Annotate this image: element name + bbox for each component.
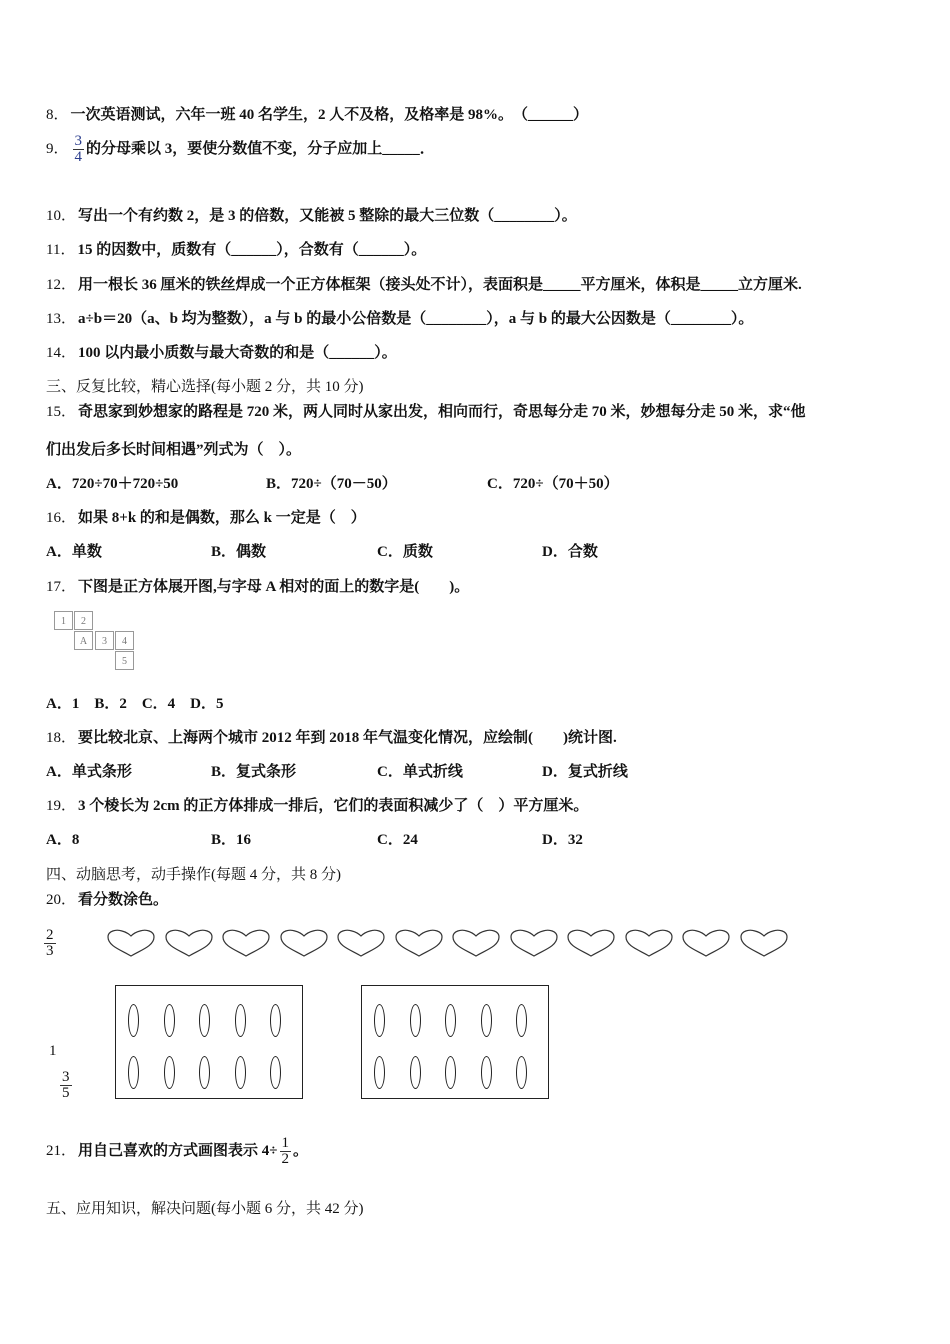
numerator: 1 (281, 1135, 289, 1151)
q-num: 18． (46, 730, 77, 746)
net-face: 3 (95, 631, 114, 650)
fraction (73, 134, 85, 165)
q-num: 20． (46, 892, 77, 908)
option-a: A．8 (46, 832, 80, 848)
denominator: 5 (62, 1085, 70, 1101)
ovals-box-2 (361, 985, 549, 1099)
q-text: 一次英语测试，六年一班 40 名学生，2 人不及格，及格率是 98%。 （______） (70, 107, 589, 123)
option-d: D．32 (542, 832, 583, 848)
q-text: 写出一个有约数 2，是 3 的倍数，又能被 5 整除的最大三位数（________）。 (78, 208, 577, 224)
denominator: 4 (74, 149, 83, 165)
heart-shape (509, 928, 559, 958)
question-12 (46, 273, 802, 294)
net-face: 2 (74, 611, 93, 630)
question-15 (46, 400, 806, 421)
question-18 (46, 726, 617, 747)
question-13 (46, 307, 753, 328)
net-face: 5 (115, 651, 134, 670)
q-text: 的分母乘以 3，要使分数值不变，分子应加上_____． (86, 140, 435, 157)
heart-shape (106, 928, 156, 958)
heart-shape (451, 928, 501, 958)
q-num: 9． (46, 140, 69, 157)
option-a: A．单式条形 (46, 764, 132, 780)
q-num: 16． (46, 510, 77, 526)
heart-shape (279, 928, 329, 958)
net-face: 4 (115, 631, 134, 650)
oval-shape (410, 1056, 421, 1089)
options: A．1 B．2 C．4 D．5 (46, 696, 224, 712)
option-c: C．单式折线 (377, 764, 463, 780)
heart-shape (164, 928, 214, 958)
net-face: 1 (54, 611, 73, 630)
oval-shape (516, 1056, 527, 1089)
option-a: A．720÷70＋720÷50 (46, 476, 179, 492)
question-11 (46, 238, 426, 259)
question-20 (46, 888, 168, 909)
heart-shape (739, 928, 789, 958)
oval-shape (164, 1004, 175, 1037)
q-text: 奇思家到妙想家的路程是 720 米，两人同时从家出发，相向而行，奇思每分走 70 米，妙想每分走 50 米，求“他 (78, 404, 806, 420)
oval-shape (410, 1004, 421, 1037)
oval-shape (199, 1056, 210, 1089)
q-num: 15． (46, 404, 77, 420)
oval-shape (128, 1056, 139, 1089)
section-3-heading: 三、反复比较，精心选择(每小题 2 分，共 10 分) (46, 379, 364, 395)
option-b: B．复式条形 (211, 764, 297, 780)
heart-shape (566, 928, 616, 958)
q-num: 11． (46, 242, 76, 258)
oval-shape (481, 1004, 492, 1037)
q-text-end: 。 (293, 1142, 309, 1159)
denominator: 3 (46, 943, 54, 959)
oval-shape (199, 1004, 210, 1037)
option-c: C．720÷（70＋50） (487, 476, 619, 492)
oval-shape (270, 1004, 281, 1037)
oval-shape (235, 1056, 246, 1089)
net-face: A (74, 631, 93, 650)
fraction-3-5 (60, 1070, 72, 1101)
q-text: 15 的因数中，质数有（______），合数有（______）。 (77, 242, 427, 258)
q-num: 14． (46, 345, 77, 361)
oval-shape (374, 1056, 385, 1089)
q-text: 用自己喜欢的方式画图表示 4÷ (78, 1142, 278, 1159)
option-b: B．720÷（70－50） (266, 476, 397, 492)
denominator: 2 (281, 1151, 289, 1167)
oval-shape (374, 1004, 385, 1037)
q-num: 21． (46, 1142, 77, 1159)
fraction-1-2 (280, 1136, 292, 1167)
heart-shape (221, 928, 271, 958)
question-14 (46, 341, 397, 362)
q-num: 19． (46, 798, 77, 814)
question-16 (46, 506, 366, 527)
question-15-cont: 们出发后多长时间相遇”列式为（ ）。 (46, 442, 302, 458)
numerator: 2 (46, 927, 54, 943)
option-b: B．16 (211, 832, 252, 848)
oval-shape (270, 1056, 281, 1089)
fraction-2-3 (44, 928, 56, 959)
numerator: 3 (62, 1069, 70, 1085)
heart-shape (336, 928, 386, 958)
heart-shape (681, 928, 731, 958)
oval-shape (128, 1004, 139, 1037)
question-19 (46, 794, 588, 815)
option-a: A．单数 (46, 544, 102, 560)
option-c: C．24 (377, 832, 418, 848)
oval-shape (445, 1004, 456, 1037)
q-text: 如果 8+k 的和是偶数，那么 k 一定是（ ） (78, 510, 366, 526)
heart-shape (394, 928, 444, 958)
question-21 (46, 1136, 308, 1167)
option-d: D．复式折线 (542, 764, 628, 780)
q-text: 下图是正方体展开图,与字母 A 相对的面上的数字是( )。 (78, 579, 470, 595)
q-text: 要比较北京、上海两个城市 2012 年到 2018 年气温变化情况，应绘制( )统计图. (78, 730, 617, 746)
q-num: 10． (46, 208, 77, 224)
option-d: D．合数 (542, 544, 598, 560)
oval-shape (516, 1004, 527, 1037)
q-num: 12． (46, 277, 77, 293)
q-text: 100 以内最小质数与最大奇数的和是（______）。 (78, 345, 397, 361)
oval-shape (235, 1004, 246, 1037)
ovals-box-1 (115, 985, 303, 1099)
option-b: B．偶数 (211, 544, 267, 560)
oval-shape (481, 1056, 492, 1089)
oval-shape (164, 1056, 175, 1089)
q-text: 3 个棱长为 2cm 的正方体排成一排后，它们的表面积减少了（ ）平方厘米。 (78, 798, 589, 814)
q-num: 13． (46, 311, 77, 327)
option-c: C．质数 (377, 544, 433, 560)
heart-shape (624, 928, 674, 958)
whole-number-1: 1 (49, 1043, 57, 1059)
section-4-heading: 四、动脑思考，动手操作(每题 4 分，共 8 分) (46, 867, 341, 883)
question-9 (46, 134, 435, 165)
q-num: 17． (46, 579, 77, 595)
numerator: 3 (74, 133, 83, 149)
q-text: 用一根长 36 厘米的铁丝焊成一个正方体框架（接头处不计），表面积是_____平方厘米，体积是_____立方厘米. (78, 277, 802, 293)
q-text: a÷b＝20（a、b 均为整数），a 与 b 的最小公倍数是（________），a 与 b 的最大公因数是（________）。 (78, 311, 754, 327)
question-17 (46, 575, 469, 596)
oval-shape (445, 1056, 456, 1089)
section-5-heading: 五、应用知识，解决问题(每小题 6 分，共 42 分) (46, 1201, 364, 1217)
q-num: 8． (46, 107, 69, 123)
question-8 (46, 103, 588, 124)
question-10 (46, 204, 577, 225)
q-text: 看分数涂色。 (78, 892, 169, 908)
